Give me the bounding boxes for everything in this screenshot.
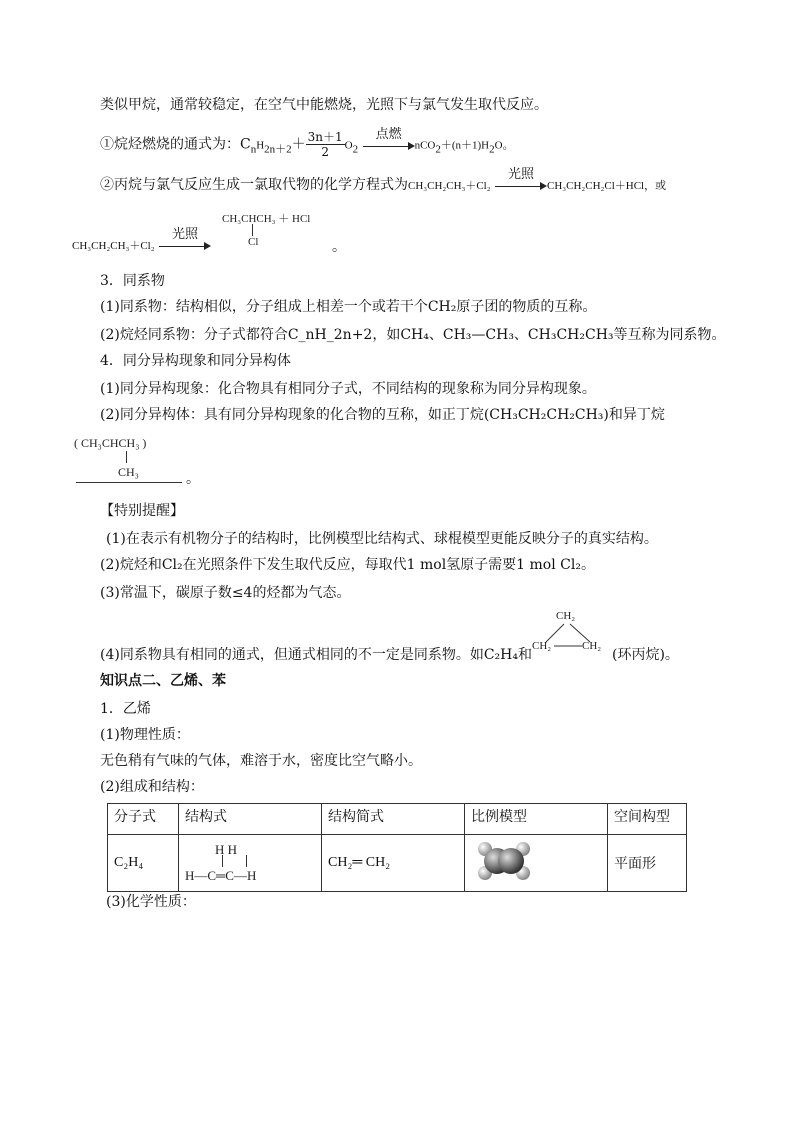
- combustion-formula-line: ①烷烃燃烧的通式为：$C_nH_{2n+2}+$ $\frac{3n+1}{2}$ $O_2$ 点燃 $nCO_2+(n+1)H_2O$。: [100, 126, 514, 159]
- reaction-arrow: 光照: [495, 178, 547, 192]
- reaction-arrow: 光照: [159, 238, 211, 252]
- text-line: (1)在表示有机物分子的结构时，比例模型比结构式、球棍模型更能反映分子的真实结构。: [106, 531, 658, 547]
- chem-structure: CH₃: [118, 465, 139, 479]
- table-row: [108, 835, 687, 892]
- cyclopropane-ring: [530, 620, 610, 650]
- table-cell: C₂H₄: [108, 835, 179, 892]
- ring-atom: CH₂: [532, 640, 552, 652]
- table-cell: [465, 835, 608, 892]
- table-header: 结构式: [179, 804, 322, 835]
- table-cell: CH₂═ CH₂: [322, 835, 465, 892]
- ring-atom: CH₂: [582, 640, 602, 652]
- fraction: $\frac{3n+1}{2}$: [307, 130, 343, 159]
- table-header: 结构简式: [322, 804, 465, 835]
- table-cell: 平面形: [608, 835, 687, 892]
- bond-line: [246, 855, 247, 867]
- text-line: (2)同分异构体：具有同分异构现象的化合物的互称，如正丁烷(CH₃CH₂CH₂CH₃)和异丁烷: [100, 407, 665, 423]
- struct-mid: H—C═C—H: [185, 868, 257, 883]
- text-line: 类似甲烷，通常较稳定，在空气中能燃烧，光照下与氯气发生取代反应。: [100, 97, 548, 113]
- table-cell: [179, 835, 322, 892]
- ethylene-model-icon: [471, 837, 537, 885]
- table-header: 分子式: [108, 804, 179, 835]
- section-heading: 知识点二、乙烯、苯: [100, 673, 226, 689]
- section-heading: 4．同分异构现象和同分异构体: [100, 353, 291, 369]
- chem-structure: Cl: [248, 236, 259, 248]
- table-header-row: [108, 804, 687, 835]
- propane-reaction-line: ②丙烷与氯气反应生成一氯取代物的化学方程式为CH₃CH₂CH₃＋Cl₂ 光照 CH₃CH₂CH₂Cl＋HCl，或: [100, 167, 667, 193]
- chem-structure: ( CH₃CHCH₃ ): [74, 436, 147, 450]
- bond-line: [126, 451, 127, 463]
- text-line: (1)物理性质：: [100, 727, 190, 743]
- text-line: (3)常温下，碳原子数≤4的烃都为气态。: [100, 585, 351, 601]
- text-punct: 。: [332, 239, 346, 255]
- underline: [76, 482, 182, 483]
- text-line: (4)同系物具有相同的通式，但通式相同的不一定是同系物。如C₂H₄和: [100, 647, 532, 663]
- text-line: (环丙烷)。: [612, 647, 679, 663]
- text-line: (1)同分异构现象：化合物具有相同分子式，不同结构的现象称为同分异构现象。: [100, 381, 596, 397]
- ring-atom: CH₂: [556, 610, 576, 622]
- chem-structure: CH₃CHCH₃ ＋ HCl: [222, 213, 311, 225]
- tip-heading: 【特别提醒】: [100, 503, 184, 519]
- text-line: (2)组成和结构：: [100, 779, 204, 795]
- text-line: (3)化学性质：: [106, 894, 196, 910]
- struct-top: H H: [215, 842, 238, 857]
- bond-line: [252, 224, 253, 236]
- text-line: 无色稍有气味的气体，难溶于水，密度比空气略小。: [100, 753, 422, 769]
- text-punct: 。: [186, 471, 200, 487]
- text-line: (1)同系物：结构相似，分子组成上相差一个或若干个CH₂原子团的物质的互称。: [100, 299, 597, 315]
- section-heading: 3．同系物: [100, 273, 165, 289]
- table-header: 比例模型: [465, 804, 608, 835]
- propane-reaction-alt: CH₃CH₂CH₃＋Cl₂ 光照: [72, 236, 211, 255]
- ethylene-table: [107, 803, 687, 892]
- text-line: (2)烷烃和Cl₂在光照条件下发生取代反应，每取代1 mol氢原子需要1 mol Cl₂。: [100, 557, 595, 573]
- text-line: (2)烷烃同系物：分子式都符合C_nH_2n+2，如CH₄、CH₃—CH₃、CH₃CH₂CH₃等互称为同系物。: [100, 327, 726, 343]
- bond-line: [222, 855, 223, 867]
- table-header: 空间构型: [608, 804, 687, 835]
- section-heading: 1．乙烯: [100, 701, 151, 717]
- reaction-arrow: 点燃: [363, 138, 415, 152]
